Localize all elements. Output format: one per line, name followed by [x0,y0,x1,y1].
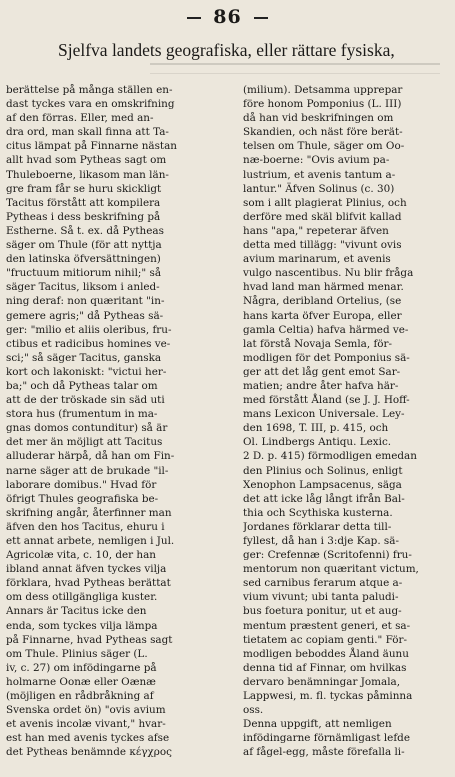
text-line: 2 D. p. 415) förmodligen emedan [243,450,417,463]
text-line: berättelse på många ställen en- [6,84,173,96]
text-line: Några, deribland Ortelius, (se [243,295,402,308]
text-line: tietatem ac copiam genti." För- [243,633,407,646]
text-line: vulgo nascentibus. Nu blir fråga [243,267,414,280]
text-line: et avenis incolæ vivant," hvar- [6,718,166,731]
text-line: Estherne. Så t. ex. då Pytheas [6,224,164,237]
text-line: dra ord, man skall finna att Ta- [6,126,169,139]
text-line: före honom Pomponius (L. III) [243,98,402,111]
text-line: ett annat arbete, nemligen i Jul. [6,535,175,547]
text-line: ger: "milio et aliis oleribus, fru- [6,323,172,336]
text-line: säger om Thule (för att nyttja [6,239,162,252]
text-line: ba;" och då Pytheas talar om [6,379,158,392]
text-line: Agricolæ vita, c. 10, der han [6,549,156,562]
header-dash-left [187,17,201,19]
text-line: sed carnibus ferarum atque a- [243,577,403,590]
text-line: om dess otillgängliga kuster. [6,591,158,604]
text-line: detta med tillägg: "vivunt ovis [243,239,402,252]
running-head: Sjelfva landets geografiska, eller rättare fysiska, [58,40,395,60]
header-dash-right [254,17,268,19]
text-line: då han vid beskrifningen om [243,112,394,125]
text-line: lustrium, et avenis tantum a- [243,168,396,181]
text-line: Skandien, och näst före berät- [243,126,403,139]
text-line: med förstått Åland (se J. J. Hoff- [243,394,410,407]
text-line: matien; andre åter hafva här- [243,379,399,392]
text-line: säger Tacitus, liksom i anled- [6,281,160,294]
text-line: mentorum non quæritant victum, [243,563,419,576]
text-line: af fågel-egg, måste förefalla li- [243,746,405,759]
text-line: den 1698, T. III, p. 415, och [243,422,389,435]
text-line: vium vivunt; ubi tanta paludi- [243,591,399,604]
text-line: infödingarne förnämligast lefde [243,732,410,745]
text-line: på Finnarne, hvad Pytheas sagt [6,633,173,646]
text-line: skrifning angår, återfinner man [6,506,172,519]
text-line: iv, c. 27) om infödingarne på [6,661,157,674]
text-line: laborare domibus." Hvad för [6,478,157,491]
text-line: att de der tröskade sin säd uti [6,394,165,407]
text-line: förklara, hvad Pytheas berättat [6,577,171,590]
text-line: stora hus (frumentum in ma- [6,408,158,421]
text-line: kort och lakoniskt: "victui her- [6,365,167,378]
text-line: enda, som tyckes vilja lämpa [6,619,158,632]
text-line: alluderar härpå, då han om Fin- [6,450,175,463]
text-line: Thuleboerne, likasom man län- [6,168,169,181]
text-line: dervaro benämningar Jomala, [243,675,401,688]
text-line: bus foetura ponitur, ut et aug- [243,605,402,618]
text-line: hvad land man härmed menar. [243,281,404,294]
text-line: gre fram får se huru skickligt [6,182,162,195]
page-number: 86 [213,6,242,28]
text-line: af den förras. Eller, med an- [6,112,154,125]
text-line: thia och Scythiska kusterna. [243,506,393,519]
text-line: hans karta öfver Europa, eller [243,309,402,322]
text-line: det Pytheas benämnde κέγχρος [6,746,172,759]
text-line: Lappwesi, m. fl. tyckas påminna [243,690,413,703]
text-line: mans Lexicon Universale. Ley- [243,408,405,421]
text-line: lantur." Äfven Solinus (c. 30) [243,182,395,195]
page-header [0,6,455,28]
text-line: mentum præstent generi, et sa- [243,619,411,632]
text-line: om Thule. Plinius säger (L. [6,647,148,660]
text-line: äfven den hos Tacitus, ehuru i [6,520,165,533]
text-line: (milium). Detsamma upprepar [243,84,403,96]
text-line: citus lämpat på Finnarne nästan [6,140,177,153]
text-line: derföre med skäl blifvit kallad [243,210,402,223]
text-line: gamla Celtia) hafva härmed ve- [243,323,409,336]
text-line: gnas domos contunditur) så är [6,422,168,435]
text-line: Jordanes förklarar detta till- [243,520,392,533]
text-line: est han med avenis tyckes afse [6,732,170,745]
text-line: oss. [243,704,264,717]
text-line: denna tid af Finnar, om hvilkas [243,661,407,674]
text-line: det mer än möjligt att Tacitus [6,436,163,449]
text-line: "fructuum mitiorum nihil;" så [6,267,162,280]
right-text-column [243,83,450,760]
text-line: hans "apa," repeterar äfven [243,224,389,237]
text-line: Xenophon Lampsacenus, säga [243,478,402,491]
text-line: ibland annat äfven tyckes vilja [6,563,167,576]
text-line: lat förstå Novaja Semla, för- [243,337,393,350]
text-line: det att icke låg långt ifrån Bal- [243,492,405,505]
text-line: ger: Crefennæ (Scritofenni) fru- [243,549,412,562]
text-line: gemere agris;" då Pytheas sä- [6,309,164,322]
text-line: sci;" så säger Tacitus, ganska [6,351,162,364]
left-text-column [6,83,221,760]
text-line: holmarne Oonæ eller Oænæ [6,675,156,688]
text-line: allt hvad som Pytheas sagt om [6,154,167,167]
bleed-through-shadow [150,63,440,74]
text-line: öfrigt Thules geografiska be- [6,492,159,505]
text-line: den latinska öfversättningen) [6,253,161,266]
text-line: den Plinius och Solinus, enligt [243,464,403,477]
text-line: modligen beboddes Åland äunu [243,647,409,660]
text-line: fyllest, då han i 3:dje Kap. sä- [243,535,399,547]
text-line: ger att det låg gent emot Sar- [243,365,401,378]
text-line: avium marinarum, et avenis [243,253,391,266]
text-line: som i allt plagierat Plinius, och [243,196,407,209]
text-line: modligen för det Pomponius sä- [243,351,410,364]
text-line: Svenska ordet ön) "ovis avium [6,704,166,717]
text-line: ning deraf: non quæritant "in- [6,295,165,308]
text-line: næ-boerne: "Ovis avium pa- [243,154,390,167]
text-line: telsen om Thule, säger om Oo- [243,140,405,153]
text-line: (möjligen en rådbråkning af [6,690,154,703]
text-line: Denna uppgift, att nemligen [243,718,392,731]
text-line: dast tyckes vara en omskrifning [6,98,175,111]
text-line: Tacitus förstått att kompilera [6,196,161,209]
text-line: ctibus et radicibus homines ve- [6,337,171,350]
text-line: Ol. Lindbergs Antiqu. Lexic. [243,436,392,449]
text-line: Pytheas i dess beskrifning på [6,210,161,223]
text-line: Annars är Tacitus icke den [6,605,147,618]
text-line: narne säger att de brukade "il- [6,464,169,477]
